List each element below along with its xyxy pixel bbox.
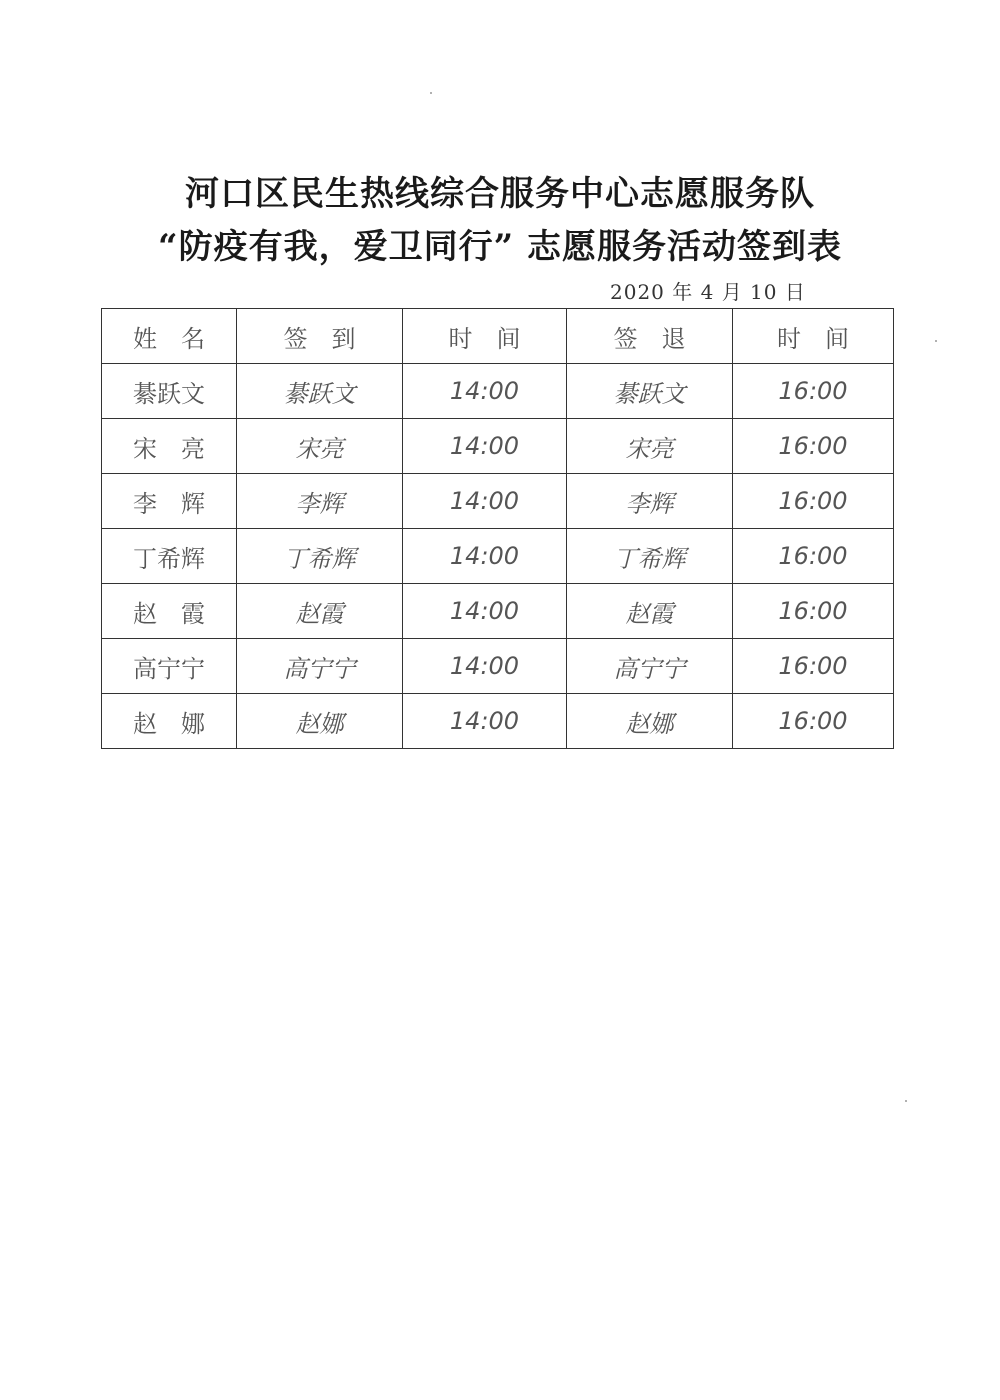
table-row <box>102 364 894 419</box>
header-signout: 签 退 <box>567 309 733 364</box>
header-time-in: 时 间 <box>403 309 567 364</box>
table-header-row <box>102 309 894 364</box>
time-out-cell: 16:00 <box>733 584 894 639</box>
name-cell: 赵 霞 <box>102 584 237 639</box>
signout-signature: 丁希辉 <box>567 529 733 584</box>
signin-signature: 高宁宁 <box>237 639 403 694</box>
time-in-cell: 14:00 <box>403 584 567 639</box>
name-cell: 丁希辉 <box>102 529 237 584</box>
time-in-cell: 14:00 <box>403 419 567 474</box>
document-title: 河口区民生热线综合服务中心志愿服务队 <box>185 174 815 214</box>
signin-signature: 赵霞 <box>237 584 403 639</box>
signin-signature: 綦跃文 <box>237 364 403 419</box>
name-cell: 赵 娜 <box>102 694 237 749</box>
scan-speck <box>935 340 937 342</box>
signin-signature: 丁希辉 <box>237 529 403 584</box>
time-in-cell: 14:00 <box>403 639 567 694</box>
time-in-cell: 14:00 <box>403 694 567 749</box>
name-cell: 宋 亮 <box>102 419 237 474</box>
table-row <box>102 584 894 639</box>
time-in-cell: 14:00 <box>403 474 567 529</box>
header-name: 姓 名 <box>102 309 237 364</box>
table-row <box>102 694 894 749</box>
scan-speck <box>905 1100 907 1102</box>
signin-signature: 宋亮 <box>237 419 403 474</box>
signout-signature: 宋亮 <box>567 419 733 474</box>
table-row <box>102 529 894 584</box>
signin-signature: 李辉 <box>237 474 403 529</box>
signout-signature: 李辉 <box>567 474 733 529</box>
time-out-cell: 16:00 <box>733 529 894 584</box>
table-row <box>102 419 894 474</box>
header-signin: 签 到 <box>237 309 403 364</box>
time-out-cell: 16:00 <box>733 419 894 474</box>
time-out-cell: 16:00 <box>733 364 894 419</box>
signout-signature: 高宁宁 <box>567 639 733 694</box>
name-cell: 李 辉 <box>102 474 237 529</box>
time-in-cell: 14:00 <box>403 529 567 584</box>
scan-speck <box>430 92 432 94</box>
time-out-cell: 16:00 <box>733 474 894 529</box>
header-time-out: 时 间 <box>733 309 894 364</box>
table-row <box>102 474 894 529</box>
time-out-cell: 16:00 <box>733 639 894 694</box>
time-out-cell: 16:00 <box>733 694 894 749</box>
signout-signature: 綦跃文 <box>567 364 733 419</box>
document-subtitle: “防疫有我，爱卫同行” 志愿服务活动签到表 <box>158 227 842 267</box>
signin-signature: 赵娜 <box>237 694 403 749</box>
sign-in-table <box>101 308 894 749</box>
signout-signature: 赵霞 <box>567 584 733 639</box>
name-cell: 綦跃文 <box>102 364 237 419</box>
time-in-cell: 14:00 <box>403 364 567 419</box>
document-date: 2020 年 4 月 10 日 <box>610 280 806 304</box>
signout-signature: 赵娜 <box>567 694 733 749</box>
name-cell: 高宁宁 <box>102 639 237 694</box>
table-row <box>102 639 894 694</box>
